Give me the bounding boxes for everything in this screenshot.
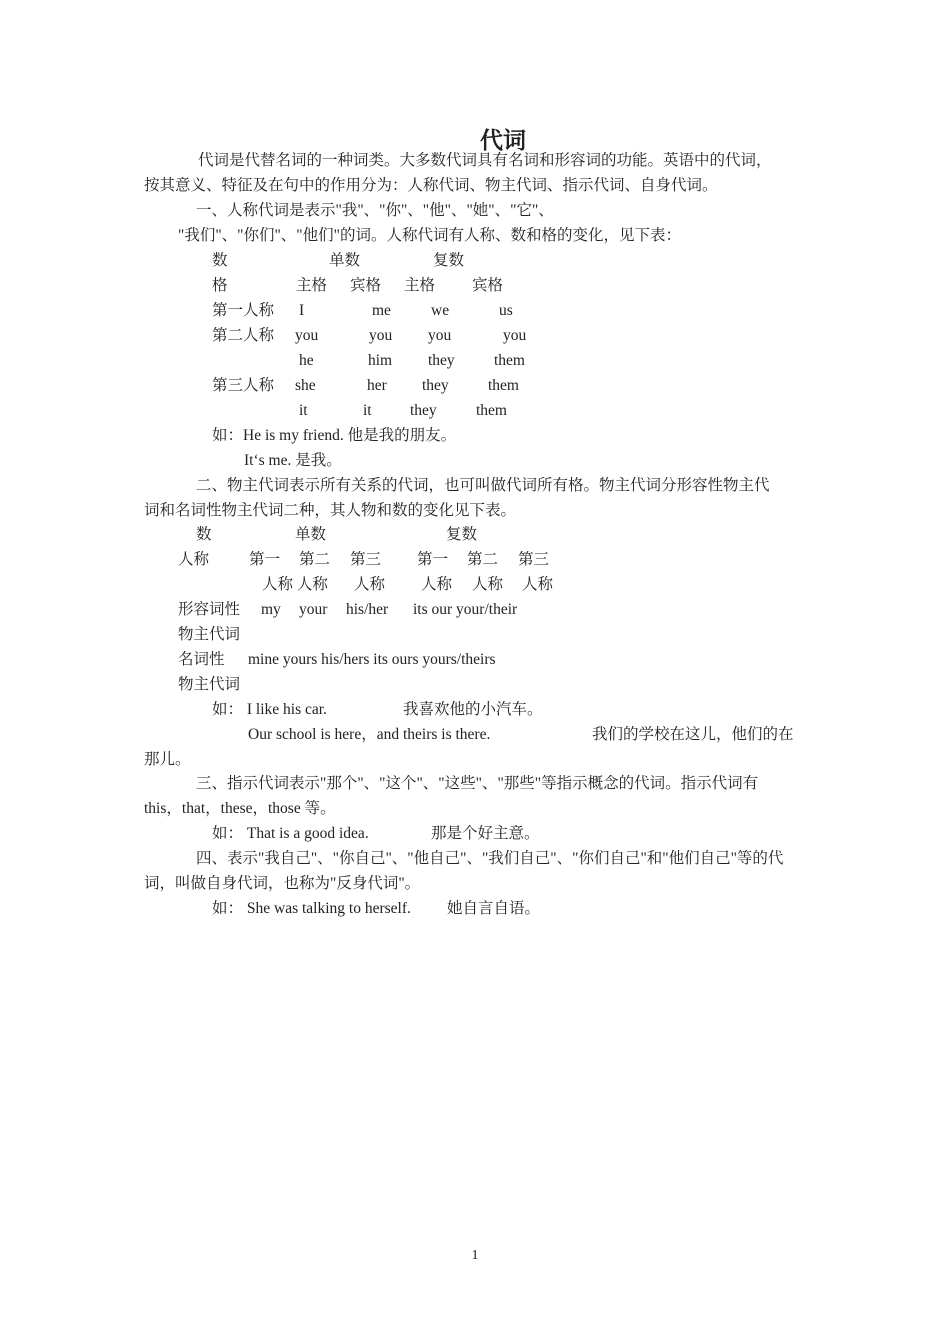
intro-line-1: 代词是代替名词的一种词类。大多数代词具有名词和形容词的功能。英语中的代词，	[198, 152, 772, 169]
table1-header-nominative: 主格	[296, 277, 328, 294]
section3-line-2: this，that，these，those 等。	[144, 800, 336, 817]
table1-cell: you	[295, 327, 319, 344]
section1-line-1: 一、人称代词是表示"我"、"你"、"他"、"她"、"它"、	[196, 202, 554, 219]
table1-cell: us	[499, 302, 513, 319]
table2-cell: my	[261, 601, 281, 618]
table2-header-plural: 复数	[446, 526, 478, 543]
section1-example-2: It‘s me. 是我。	[244, 452, 342, 469]
section4-line-2: 词，叫做自身代词，也称为"反身代词"。	[144, 875, 421, 892]
table1-cell: me	[372, 302, 391, 319]
page-title: 代词	[480, 128, 526, 154]
table2-header-p5: 第二	[467, 551, 499, 568]
table2-header-p3: 第三	[350, 551, 382, 568]
table2-header-p4: 第一	[417, 551, 449, 568]
table1-cell: her	[367, 377, 387, 394]
table1-cell: he	[299, 352, 314, 369]
table1-header-case: 格	[212, 277, 228, 294]
section2-example-1: 如： I like his car.	[212, 701, 327, 718]
section4-line-1: 四、表示"我自己"、"你自己"、"他自己"、"我们自己"、"你们自己"和"他们自己"等的代	[196, 850, 784, 867]
section2-example-2-continued: 那儿。	[144, 751, 191, 768]
table1-cell: she	[295, 377, 316, 394]
table1-header-plural: 复数	[433, 252, 465, 269]
table1-header-number: 数	[212, 252, 228, 269]
table2-cell: its our your/their	[413, 601, 518, 618]
section1-example-1: 如：He is my friend. 他是我的朋友。	[212, 427, 457, 444]
table1-cell: they	[422, 377, 449, 394]
table1-cell: I	[299, 302, 305, 319]
table2-header-person: 人称	[522, 576, 554, 593]
intro-line-2: 按其意义、特征及在句中的作用分为：人称代词、物主代词、指示代词、自身代词。	[144, 177, 718, 194]
table1-header-objective: 宾格	[350, 277, 382, 294]
section2-example-2: Our school is here，and theirs is there.	[248, 726, 491, 743]
table1-cell: them	[488, 377, 519, 394]
table2-row-label-noun-2: 物主代词	[178, 676, 241, 693]
section2-example-2-translation: 我们的学校在这儿，他们的在	[592, 726, 794, 743]
table1-cell: them	[494, 352, 525, 369]
table1-cell: you	[369, 327, 393, 344]
section2-example-1-translation: 我喜欢他的小汽车。	[403, 701, 543, 718]
table1-cell: you	[503, 327, 527, 344]
table2-header-number: 数	[196, 526, 212, 543]
table2-header-person-line: 人称 人称	[262, 576, 328, 593]
table1-header-nominative: 主格	[404, 277, 436, 294]
table1-cell: you	[428, 327, 452, 344]
table2-header-person: 人称	[472, 576, 504, 593]
table1-cell: him	[368, 352, 393, 369]
table2-header-p2: 第二	[299, 551, 331, 568]
table2-cell: mine yours his/hers its ours yours/theirs	[248, 651, 496, 668]
table2-header-singular: 单数	[295, 526, 327, 543]
section4-example: 如： She was talking to herself.	[212, 900, 411, 917]
table2-row-label-noun: 名词性	[178, 651, 225, 668]
section3-example-translation: 那是个好主意。	[431, 825, 540, 842]
table2-header-person: 人称	[421, 576, 453, 593]
table1-header-objective: 宾格	[472, 277, 504, 294]
table2-header-person: 人称	[178, 551, 210, 568]
table2-header-p6: 第三	[518, 551, 550, 568]
table2-row-label-adjective-2: 物主代词	[178, 626, 241, 643]
table1-cell: they	[428, 352, 455, 369]
table1-row-label: 第三人称	[212, 377, 275, 394]
table2-row-label-adjective: 形容词性	[178, 601, 241, 618]
section2-line-2: 词和名词性物主代词二种，其人物和数的变化见下表。	[144, 502, 517, 519]
page-number: 1	[471, 1248, 479, 1263]
table1-cell: it	[363, 402, 372, 419]
section2-line-1: 二、物主代词表示所有关系的代词，也可叫做代词所有格。物主代词分形容性物主代	[196, 477, 770, 494]
table2-cell: his/her	[346, 601, 389, 618]
table1-cell: them	[476, 402, 507, 419]
table2-header-p1: 第一	[249, 551, 281, 568]
section1-line-2: "我们"、"你们"、"他们"的词。人称代词有人称、数和格的变化，见下表：	[178, 227, 681, 244]
table1-header-singular: 单数	[329, 252, 361, 269]
table1-cell: we	[431, 302, 450, 319]
table1-row-label: 第二人称	[212, 327, 275, 344]
table1-cell: it	[299, 402, 308, 419]
section3-example: 如： That is a good idea.	[212, 825, 369, 842]
table2-cell: your	[299, 601, 328, 618]
section3-line-1: 三、指示代词表示"那个"、"这个"、"这些"、"那些"等指示概念的代词。指示代词有	[196, 775, 759, 792]
table1-row-label: 第一人称	[212, 302, 275, 319]
section4-example-translation: 她自言自语。	[447, 900, 541, 917]
table1-cell: they	[410, 402, 437, 419]
table2-header-person: 人称	[354, 576, 386, 593]
